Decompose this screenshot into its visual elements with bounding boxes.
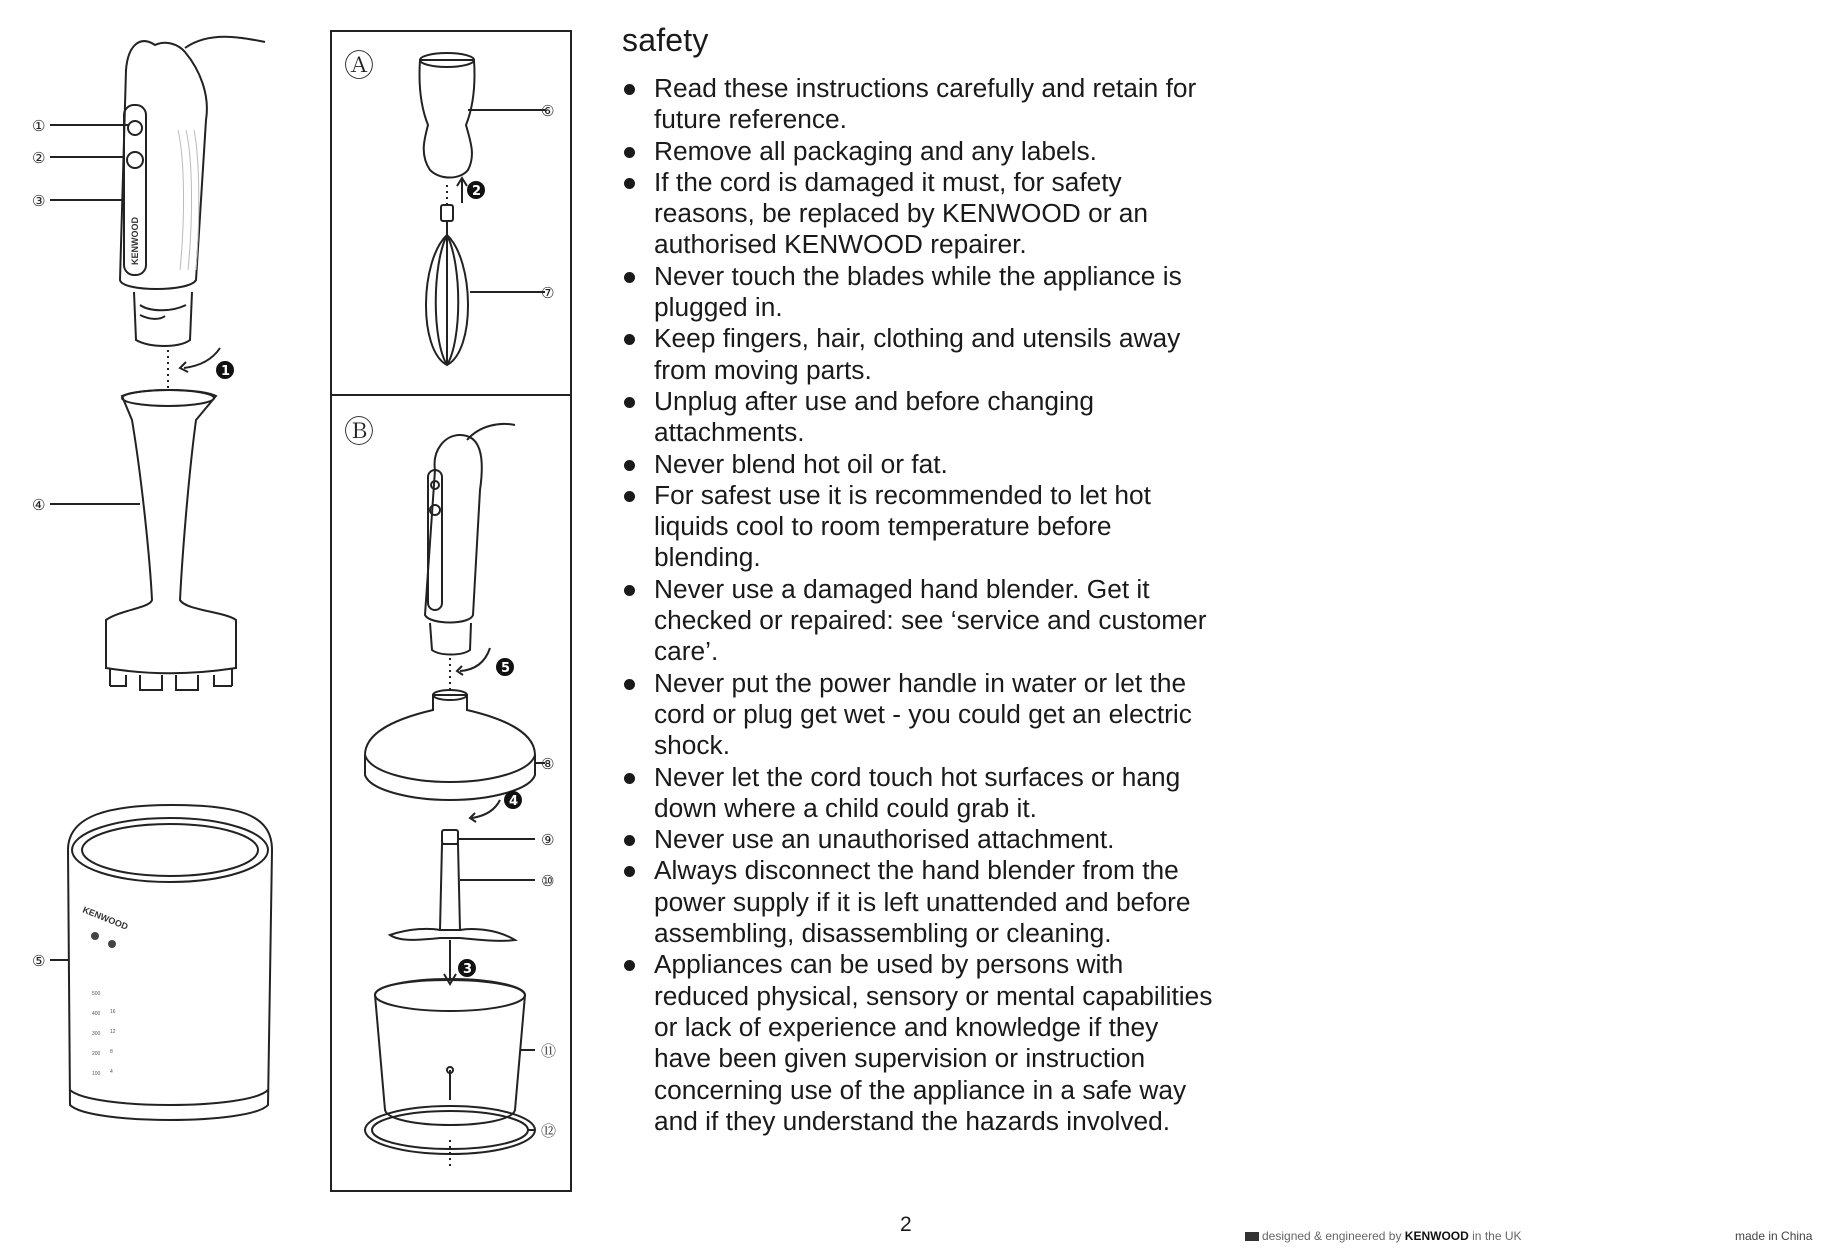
whisk-adaptor — [419, 60, 474, 178]
speed-button — [128, 121, 142, 135]
safety-item: Never use an unauthorised attachment. — [622, 824, 1222, 855]
safety-item: Never put the power handle in water or let the cord or plug get wet - you could get an electric shock. — [622, 668, 1222, 762]
part-label-9: ⑨ — [541, 831, 555, 849]
step-4-label: 4 — [509, 794, 519, 809]
safety-item: Never touch the blades while the appliance is plugged in. — [622, 261, 1222, 324]
footer-designed-by — [1245, 1229, 1522, 1243]
box-label-a: Ⓐ — [344, 49, 374, 84]
safety-item: Remove all packaging and any labels. — [622, 136, 1222, 167]
page-number: 2 — [900, 1213, 912, 1236]
goblet-mark: 100 — [92, 1071, 101, 1077]
box-label-b: Ⓑ — [344, 415, 374, 450]
safety-item: Keep fingers, hair, clothing and utensils away from moving parts. — [622, 323, 1222, 386]
part-label-12: ⑫ — [541, 1122, 557, 1140]
safety-item: Never let the cord touch hot surfaces or hang down where a child could grab it. — [622, 762, 1222, 825]
goblet-mark: 300 — [92, 1031, 101, 1037]
safety-item: Always disconnect the hand blender from the power supply if it is left unattended and before assembling, disassembling or cleaning. — [622, 855, 1222, 949]
part-label-6: ⑥ — [541, 102, 555, 120]
handle-brand-text: KENWOOD — [130, 217, 140, 265]
part-label-1: ① — [32, 117, 46, 135]
safety-list — [622, 73, 1222, 1137]
chopper-power-handle — [425, 435, 482, 623]
left-illustration — [0, 0, 300, 1150]
goblet-mark-oz: 4 — [110, 1069, 113, 1075]
chopper-lid — [365, 695, 535, 800]
part-label-4: ④ — [32, 496, 46, 514]
turbo-button — [127, 152, 143, 168]
blender-shaft — [106, 390, 236, 673]
goblet-mark-oz: 8 — [110, 1049, 113, 1055]
part-label-10: ⑩ — [541, 872, 555, 890]
safety-item: If the cord is damaged it must, for safety reasons, be replaced by KENWOOD or an authorised KENWOOD repairer. — [622, 167, 1222, 261]
part-label-7: ⑦ — [541, 284, 555, 302]
footer-brand: KENWOOD — [1404, 1229, 1469, 1243]
part-label-3: ③ — [32, 192, 46, 210]
safety-item: Read these instructions carefully and retain for future reference. — [622, 73, 1222, 136]
goblet-brand-text: KENWOOD — [81, 904, 130, 932]
part-label-5: ⑤ — [32, 952, 46, 970]
step-3-label: 3 — [463, 962, 473, 977]
part-label-11: ⑪ — [541, 1042, 557, 1060]
part-label-2: ② — [32, 149, 46, 167]
safety-item: Appliances can be used by persons with reduced physical, sensory or mental capabilities or lack of experience and knowledge if they have been given supervision or instruction concerning use of the appliance in a safe way and if they understand the hazards involved. — [622, 949, 1222, 1137]
safety-section — [622, 22, 1222, 1137]
chopper-bowl — [375, 980, 525, 1125]
safety-item: Never blend hot oil or fat. — [622, 449, 1222, 480]
step-5-label: 5 — [501, 661, 511, 676]
safety-item: Never use a damaged hand blender. Get it checked or repaired: see ‘service and customer care’. — [622, 574, 1222, 668]
goblet-mark-oz: 12 — [110, 1029, 116, 1035]
footer-designed-prefix: designed & engineered by — [1262, 1229, 1402, 1243]
step-1-label: 1 — [221, 364, 231, 379]
goblet-mark: 400 — [92, 1011, 101, 1017]
safety-item: For safest use it is recommended to let hot liquids cool to room temperature before blending. — [622, 480, 1222, 574]
goblet-mark-oz: 16 — [110, 1009, 116, 1015]
goblet-mark: 200 — [92, 1051, 101, 1057]
boxed-illustration — [330, 30, 575, 1195]
section-title: safety — [622, 22, 709, 58]
part-label-8: ⑧ — [541, 755, 555, 773]
uk-flag-icon — [1245, 1232, 1259, 1241]
footer-made-in: made in China — [1735, 1229, 1813, 1243]
chopper-blade — [440, 844, 460, 930]
goblet-mark: 500 — [92, 991, 101, 997]
safety-item: Unplug after use and before changing attachments. — [622, 386, 1222, 449]
step-2-label: 2 — [472, 184, 482, 199]
footer-designed-suffix: in the UK — [1472, 1229, 1522, 1243]
